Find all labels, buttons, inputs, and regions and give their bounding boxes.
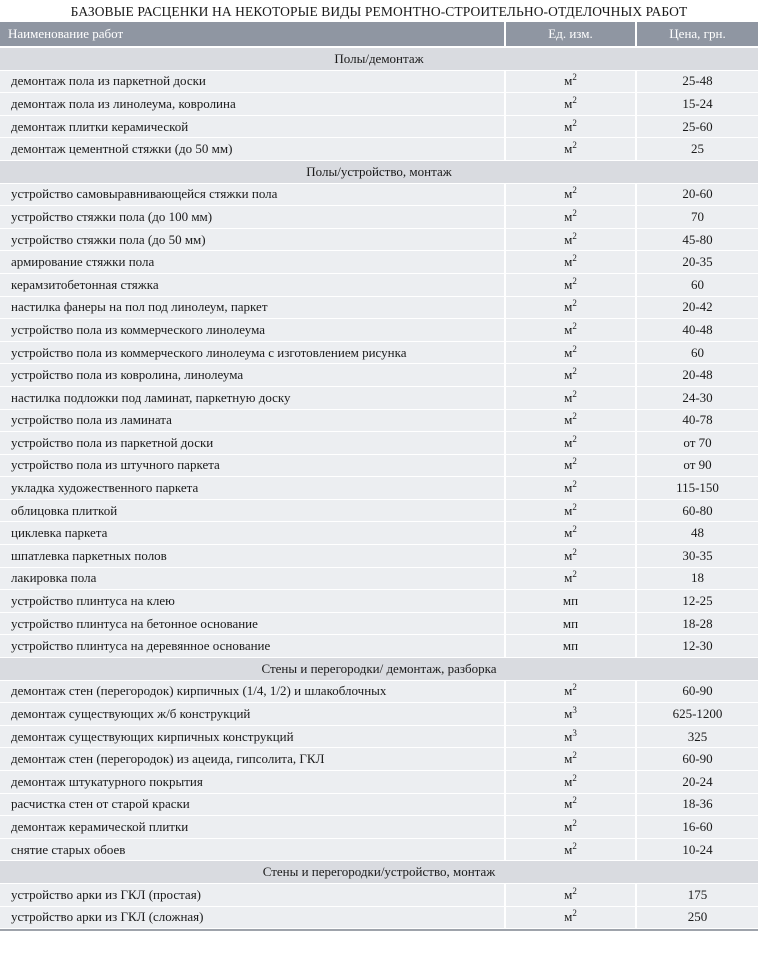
unit-exponent: 2 [572, 524, 577, 535]
unit-text: м [564, 231, 573, 247]
table-row [0, 794, 758, 817]
unit-text: мп [562, 593, 579, 609]
unit-text: м [564, 457, 573, 473]
table-row [0, 206, 758, 229]
work-name-cell: демонтаж плитки керамической [0, 116, 506, 139]
unit-exponent: 2 [572, 569, 577, 580]
table-row [0, 884, 758, 907]
table-row [0, 251, 758, 274]
unit-cell [506, 884, 637, 907]
unit-text: м [564, 141, 573, 157]
price-cell: 20-24 [637, 771, 758, 794]
price-cell: 25-60 [637, 116, 758, 139]
price-cell: 18 [637, 568, 758, 591]
work-name-cell: расчистка стен от старой краски [0, 794, 506, 817]
price-cell: 12-25 [637, 590, 758, 613]
unit-cell [506, 138, 637, 161]
table-row [0, 364, 758, 387]
price-cell: 15-24 [637, 93, 758, 116]
work-name-cell: устройство пола из коммерческого линолеума [0, 319, 506, 342]
unit-exponent: 2 [572, 388, 577, 399]
document-title: БАЗОВЫЕ РАСЦЕНКИ НА НЕКОТОРЫЕ ВИДЫ РЕМОНТНО-СТРОИТЕЛЬНО-ОТДЕЛОЧНЫХ РАБОТ [0, 0, 758, 22]
unit-cell [506, 703, 637, 726]
price-cell: 20-48 [637, 364, 758, 387]
work-name-cell: демонтаж стен (перегородок) из ацеида, гипсолита, ГКЛ [0, 748, 506, 771]
work-name-cell: демонтаж пола из линолеума, ковролина [0, 93, 506, 116]
work-name-cell: устройство самовыравнивающейся стяжки пола [0, 184, 506, 207]
work-name-cell: устройство плинтуса на клею [0, 590, 506, 613]
unit-cell [506, 206, 637, 229]
price-cell: 30-35 [637, 545, 758, 568]
bottom-divider [0, 929, 758, 931]
work-name-cell: устройство пола из ламината [0, 410, 506, 433]
unit-cell [506, 839, 637, 862]
table-row [0, 816, 758, 839]
unit-text: м [564, 818, 573, 834]
column-header-unit: Ед. изм. [506, 22, 637, 48]
price-cell: 24-30 [637, 387, 758, 410]
unit-text: м [564, 434, 573, 450]
unit-exponent: 2 [572, 298, 577, 309]
unit-exponent: 2 [572, 140, 577, 151]
price-cell: 25-48 [637, 71, 758, 94]
unit-exponent: 2 [572, 795, 577, 806]
price-cell: 18-28 [637, 613, 758, 636]
work-name-cell: облицовка плиткой [0, 500, 506, 523]
unit-exponent: 2 [572, 72, 577, 83]
table-row [0, 387, 758, 410]
table-row [0, 71, 758, 94]
unit-text: м [564, 525, 573, 541]
unit-text: м [564, 321, 573, 337]
unit-text: м [564, 344, 573, 360]
unit-exponent: 2 [572, 479, 577, 490]
unit-cell [506, 748, 637, 771]
unit-exponent: 3 [572, 705, 577, 716]
unit-exponent: 2 [572, 94, 577, 105]
unit-cell [506, 568, 637, 591]
table-row [0, 590, 758, 613]
price-cell: 20-35 [637, 251, 758, 274]
unit-cell [506, 297, 637, 320]
work-name-cell: демонтаж существующих ж/б конструкций [0, 703, 506, 726]
price-cell: 18-36 [637, 794, 758, 817]
table-row [0, 635, 758, 658]
unit-text: м [564, 480, 573, 496]
price-cell: 48 [637, 522, 758, 545]
price-cell: 325 [637, 726, 758, 749]
unit-text: м [564, 886, 573, 902]
work-name-cell: демонтаж существующих кирпичных конструкций [0, 726, 506, 749]
price-cell: от 70 [637, 432, 758, 455]
unit-text: м [564, 773, 573, 789]
unit-exponent: 2 [572, 366, 577, 377]
unit-exponent: 2 [572, 546, 577, 557]
unit-cell [506, 319, 637, 342]
unit-cell [506, 184, 637, 207]
table-row [0, 455, 758, 478]
price-cell: 175 [637, 884, 758, 907]
unit-cell [506, 500, 637, 523]
work-name-cell: устройство пола из штучного паркета [0, 455, 506, 478]
table-row [0, 703, 758, 726]
work-name-cell: лакировка пола [0, 568, 506, 591]
unit-cell [506, 410, 637, 433]
table-row [0, 93, 758, 116]
unit-exponent: 2 [572, 411, 577, 422]
unit-exponent: 2 [572, 682, 577, 693]
work-name-cell: устройство пола из коммерческого линолеума с изготовлением рисунка [0, 342, 506, 365]
table-row [0, 319, 758, 342]
table-row [0, 726, 758, 749]
unit-text: м [564, 276, 573, 292]
unit-text: м [564, 367, 573, 383]
unit-cell [506, 93, 637, 116]
unit-exponent: 2 [572, 840, 577, 851]
column-header-price: Цена, грн. [637, 22, 758, 48]
unit-text: м [564, 841, 573, 857]
work-name-cell: укладка художественного паркета [0, 477, 506, 500]
unit-text: м [564, 208, 573, 224]
unit-cell [506, 229, 637, 252]
unit-text: м [564, 547, 573, 563]
unit-exponent: 2 [572, 253, 577, 264]
unit-cell [506, 726, 637, 749]
table-row [0, 681, 758, 704]
work-name-cell: устройство пола из ковролина, линолеума [0, 364, 506, 387]
price-cell: 60-80 [637, 500, 758, 523]
table-row [0, 500, 758, 523]
work-name-cell: настилка подложки под ламинат, паркетную доску [0, 387, 506, 410]
unit-cell [506, 455, 637, 478]
unit-exponent: 2 [572, 185, 577, 196]
work-name-cell: устройство стяжки пола (до 50 мм) [0, 229, 506, 252]
price-cell: 45-80 [637, 229, 758, 252]
unit-cell [506, 116, 637, 139]
unit-text: м [564, 186, 573, 202]
unit-cell [506, 771, 637, 794]
price-cell: 115-150 [637, 477, 758, 500]
unit-cell [506, 71, 637, 94]
unit-exponent: 2 [572, 433, 577, 444]
work-name-cell: керамзитобетонная стяжка [0, 274, 506, 297]
unit-cell [506, 681, 637, 704]
price-cell: 60-90 [637, 681, 758, 704]
price-cell: 40-78 [637, 410, 758, 433]
unit-cell [506, 342, 637, 365]
unit-text: м [564, 118, 573, 134]
price-cell: 250 [637, 907, 758, 930]
unit-cell [506, 364, 637, 387]
work-name-cell: устройство плинтуса на бетонное основание [0, 613, 506, 636]
unit-exponent: 2 [572, 117, 577, 128]
work-name-cell: устройство плинтуса на деревянное основание [0, 635, 506, 658]
work-name-cell: демонтаж керамической плитки [0, 816, 506, 839]
unit-exponent: 2 [572, 817, 577, 828]
work-name-cell: устройство арки из ГКЛ (простая) [0, 884, 506, 907]
unit-exponent: 2 [572, 501, 577, 512]
price-cell: 20-60 [637, 184, 758, 207]
column-header-name: Наименование работ [0, 22, 506, 48]
unit-exponent: 2 [572, 343, 577, 354]
price-cell: 25 [637, 138, 758, 161]
work-name-cell: устройство пола из паркетной доски [0, 432, 506, 455]
unit-cell [506, 907, 637, 930]
work-name-cell: циклевка паркета [0, 522, 506, 545]
table-row [0, 116, 758, 139]
table-row [0, 432, 758, 455]
work-name-cell: настилка фанеры на пол под линолеум, паркет [0, 297, 506, 320]
price-cell: 10-24 [637, 839, 758, 862]
unit-text: м [564, 412, 573, 428]
unit-cell [506, 613, 637, 636]
table-row [0, 184, 758, 207]
unit-text: мп [562, 638, 579, 654]
unit-cell [506, 816, 637, 839]
unit-text: м [564, 502, 573, 518]
price-cell: 60 [637, 274, 758, 297]
work-name-cell: демонтаж штукатурного покрытия [0, 771, 506, 794]
unit-text: м [564, 706, 573, 722]
price-cell: 20-42 [637, 297, 758, 320]
unit-exponent: 2 [572, 772, 577, 783]
table-row [0, 522, 758, 545]
unit-cell [506, 794, 637, 817]
table-row [0, 839, 758, 862]
unit-cell [506, 274, 637, 297]
table-row [0, 748, 758, 771]
price-cell: 60-90 [637, 748, 758, 771]
section-title: Полы/устройство, монтаж [0, 161, 758, 184]
table-row [0, 907, 758, 930]
work-name-cell: демонтаж пола из паркетной доски [0, 71, 506, 94]
price-cell: 12-30 [637, 635, 758, 658]
unit-text: м [564, 73, 573, 89]
unit-text: м [564, 909, 573, 925]
unit-exponent: 2 [572, 750, 577, 761]
unit-exponent: 3 [572, 727, 577, 738]
price-cell: 40-48 [637, 319, 758, 342]
table-row [0, 297, 758, 320]
work-name-cell: демонтаж цементной стяжки (до 50 мм) [0, 138, 506, 161]
unit-cell [506, 432, 637, 455]
table-header-row [0, 22, 758, 48]
section-header-row [0, 161, 758, 184]
table-row [0, 410, 758, 433]
unit-text: м [564, 796, 573, 812]
table-row [0, 545, 758, 568]
table-row [0, 568, 758, 591]
unit-cell [506, 251, 637, 274]
unit-text: м [564, 570, 573, 586]
table-row [0, 342, 758, 365]
unit-cell [506, 635, 637, 658]
work-name-cell: шпатлевка паркетных полов [0, 545, 506, 568]
unit-text: м [564, 728, 573, 744]
price-cell: 16-60 [637, 816, 758, 839]
unit-cell [506, 545, 637, 568]
work-name-cell: устройство арки из ГКЛ (сложная) [0, 907, 506, 930]
unit-cell [506, 522, 637, 545]
table-row [0, 274, 758, 297]
work-name-cell: демонтаж стен (перегородок) кирпичных (1/4, 1/2) и шлакоблочных [0, 681, 506, 704]
unit-text: м [564, 389, 573, 405]
unit-text: м [564, 751, 573, 767]
unit-exponent: 2 [572, 207, 577, 218]
price-table [0, 22, 758, 929]
unit-exponent: 2 [572, 456, 577, 467]
price-cell: 70 [637, 206, 758, 229]
table-row [0, 138, 758, 161]
table-row [0, 771, 758, 794]
table-body [0, 48, 758, 929]
table-row [0, 229, 758, 252]
section-header-row [0, 48, 758, 71]
unit-text: м [564, 95, 573, 111]
work-name-cell: устройство стяжки пола (до 100 мм) [0, 206, 506, 229]
unit-exponent: 2 [572, 230, 577, 241]
work-name-cell: армирование стяжки пола [0, 251, 506, 274]
table-row [0, 477, 758, 500]
unit-cell [506, 590, 637, 613]
unit-text: мп [562, 615, 579, 631]
unit-exponent: 2 [572, 908, 577, 919]
unit-exponent: 2 [572, 885, 577, 896]
work-name-cell: снятие старых обоев [0, 839, 506, 862]
section-title: Полы/демонтаж [0, 48, 758, 71]
price-cell: от 90 [637, 455, 758, 478]
price-cell: 625-1200 [637, 703, 758, 726]
unit-text: м [564, 254, 573, 270]
section-title: Стены и перегородки/ демонтаж, разборка [0, 658, 758, 681]
table-row [0, 613, 758, 636]
price-cell: 60 [637, 342, 758, 365]
section-title: Стены и перегородки/устройство, монтаж [0, 861, 758, 884]
unit-cell [506, 387, 637, 410]
section-header-row [0, 861, 758, 884]
unit-exponent: 2 [572, 320, 577, 331]
section-header-row [0, 658, 758, 681]
unit-exponent: 2 [572, 275, 577, 286]
unit-text: м [564, 299, 573, 315]
unit-text: м [564, 683, 573, 699]
unit-cell [506, 477, 637, 500]
